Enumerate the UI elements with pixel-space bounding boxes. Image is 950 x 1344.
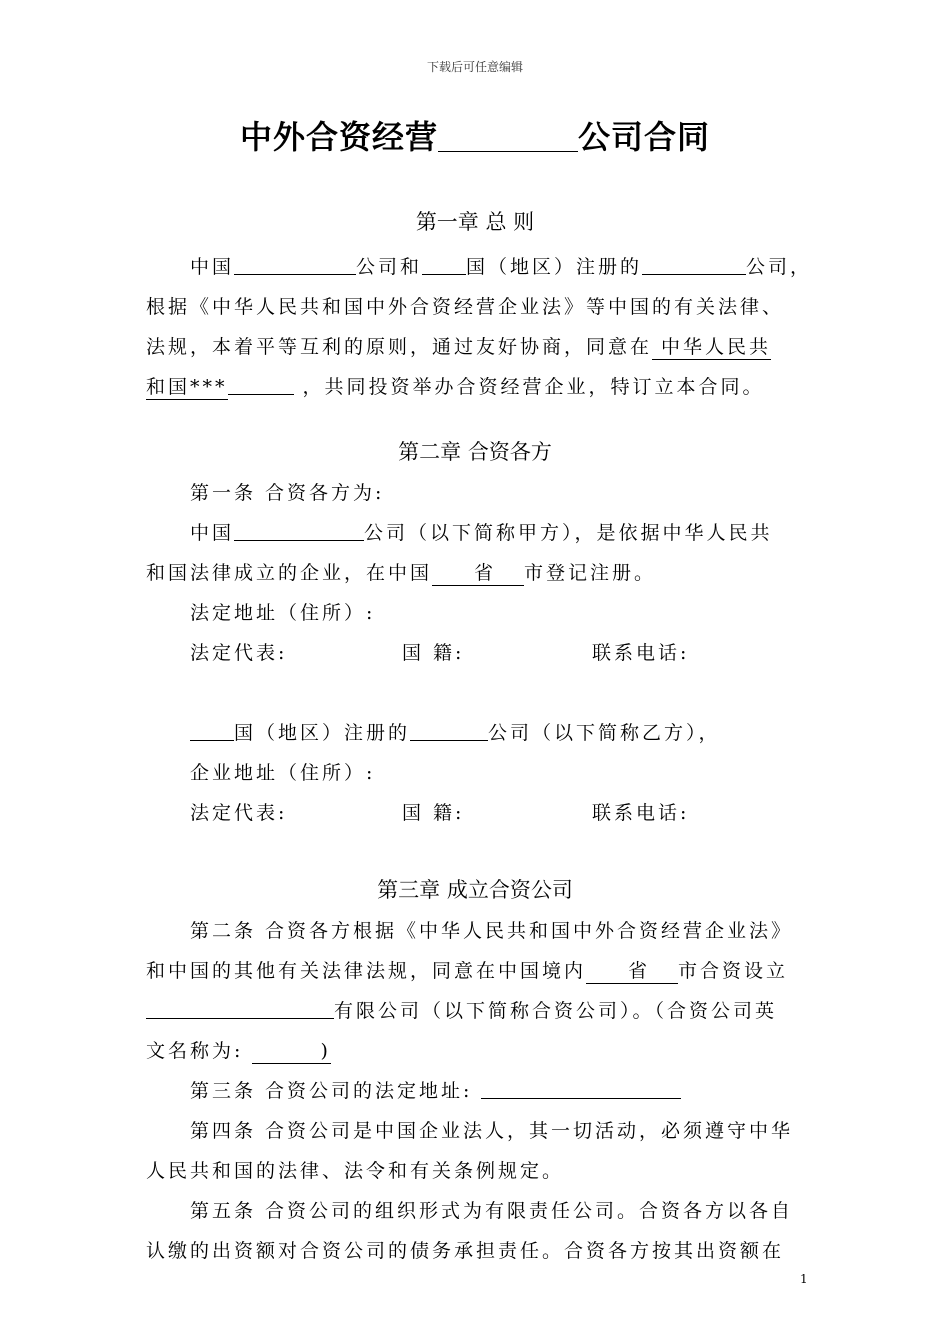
text-segment: 公司和 (356, 256, 423, 278)
chapter-2-heading: 第二章 合资各方 (398, 440, 552, 464)
article-4-line-2: 人民共和国的法律、法令和有关条例规定。 (146, 1160, 565, 1182)
ch1-line-2: 根据《中华人民共和国中外合资经营企业法》等中国的有关法律、 (146, 296, 785, 318)
text-segment: 市合资设立 (678, 960, 789, 982)
text-segment: 法规，本着平等互利的原则，通过友好协商，同意在 (146, 336, 653, 358)
party-b-nationality-label: 国 籍: (402, 802, 465, 824)
blank-field (410, 720, 488, 741)
title-part-2: 公司合同 (578, 118, 711, 156)
party-b-rep-label: 法定代表: (190, 802, 288, 824)
text-segment: 有限公司（以下简称合资公司）。（合资公司英 (334, 1000, 778, 1022)
blank-field (146, 998, 334, 1019)
article-2-line-4 (146, 1036, 331, 1063)
text-segment: 国（地区）注册的 (234, 722, 411, 744)
party-a-rep-label: 法定代表: (190, 642, 288, 664)
chapter-1-heading: 第一章 总 则 (415, 210, 535, 234)
party-a-nationality-label: 国 籍: (402, 642, 465, 664)
text-segment: 公司（以下简称乙方）， (488, 722, 721, 744)
blank-field (228, 374, 294, 395)
party-b-phone-label: 联系电话: (592, 802, 690, 824)
english-name-blank (252, 1040, 330, 1064)
article-2-line-2 (146, 956, 788, 983)
text-segment: 中国 (190, 256, 235, 278)
document-title (0, 112, 950, 158)
ch1-line-4 (146, 372, 765, 399)
article-4-line-1: 第四条 合资公司是中国企业法人，其一切活动，必须遵守中华 (190, 1120, 794, 1142)
ch1-line-1 (190, 252, 812, 279)
text-segment: 中国 (190, 522, 235, 544)
blank-field (642, 254, 746, 275)
title-part-1: 中外合资经营 (239, 118, 438, 156)
text-segment: 国（地区）注册的 (466, 256, 643, 278)
article-2-line-3 (146, 996, 777, 1023)
province-blank (586, 960, 678, 984)
blank-field (481, 1078, 681, 1099)
text-segment: 文名称为: (146, 1040, 253, 1062)
ch1-line-3 (146, 332, 771, 359)
blank-field (190, 720, 234, 741)
text-segment: ) (320, 1040, 331, 1062)
party-a-phone-label: 联系电话: (592, 642, 690, 664)
party-b-address: 企业地址（住所）: (190, 762, 376, 784)
blank-field (422, 254, 466, 275)
party-a-address: 法定地址（住所）: (190, 602, 376, 624)
article-2-line-1: 第二条 合资各方根据《中华人民共和国中外合资经营企业法》 (190, 920, 794, 942)
page-header: 下载后可任意编辑 (426, 60, 523, 74)
text-segment: 第三条 合资公司的法定地址: (190, 1080, 482, 1102)
text-segment: 和国法律成立的企业，在中国 (146, 562, 433, 584)
province-blank (432, 562, 524, 586)
title-blank (438, 121, 578, 152)
underlined-text: 和国*** (146, 376, 228, 398)
ch2-line-3 (146, 558, 656, 585)
article-5-line-2: 认缴的出资额对合资公司的债务承担责任。合资各方按其出资额在 (146, 1240, 785, 1262)
text-segment: 和中国的其他有关法律法规，同意在中国境内 (146, 960, 587, 982)
province-label: 省 (474, 562, 497, 584)
ch2-line-7 (190, 718, 721, 745)
text-segment: 公司， (746, 256, 813, 278)
article-3 (190, 1076, 681, 1103)
ch2-line-2 (190, 518, 773, 545)
article-1: 第一条 合资各方为: (190, 482, 385, 504)
underlined-text: 中华人民共 (652, 336, 772, 358)
blank-field (234, 520, 364, 541)
text-segment: ，共同投资举办合资经营企业，特订立本合同。 (293, 376, 765, 398)
article-5-line-1: 第五条 合资公司的组织形式为有限责任公司。合资各方以各自 (190, 1200, 794, 1222)
text-segment: 市登记注册。 (524, 562, 657, 584)
chapter-3-heading: 第三章 成立合资公司 (377, 878, 573, 902)
page-number: 1 (800, 1272, 808, 1286)
text-segment: 公司（以下简称甲方），是依据中华人民共 (364, 522, 773, 544)
blank-field (234, 254, 356, 275)
province-label: 省 (628, 960, 651, 982)
